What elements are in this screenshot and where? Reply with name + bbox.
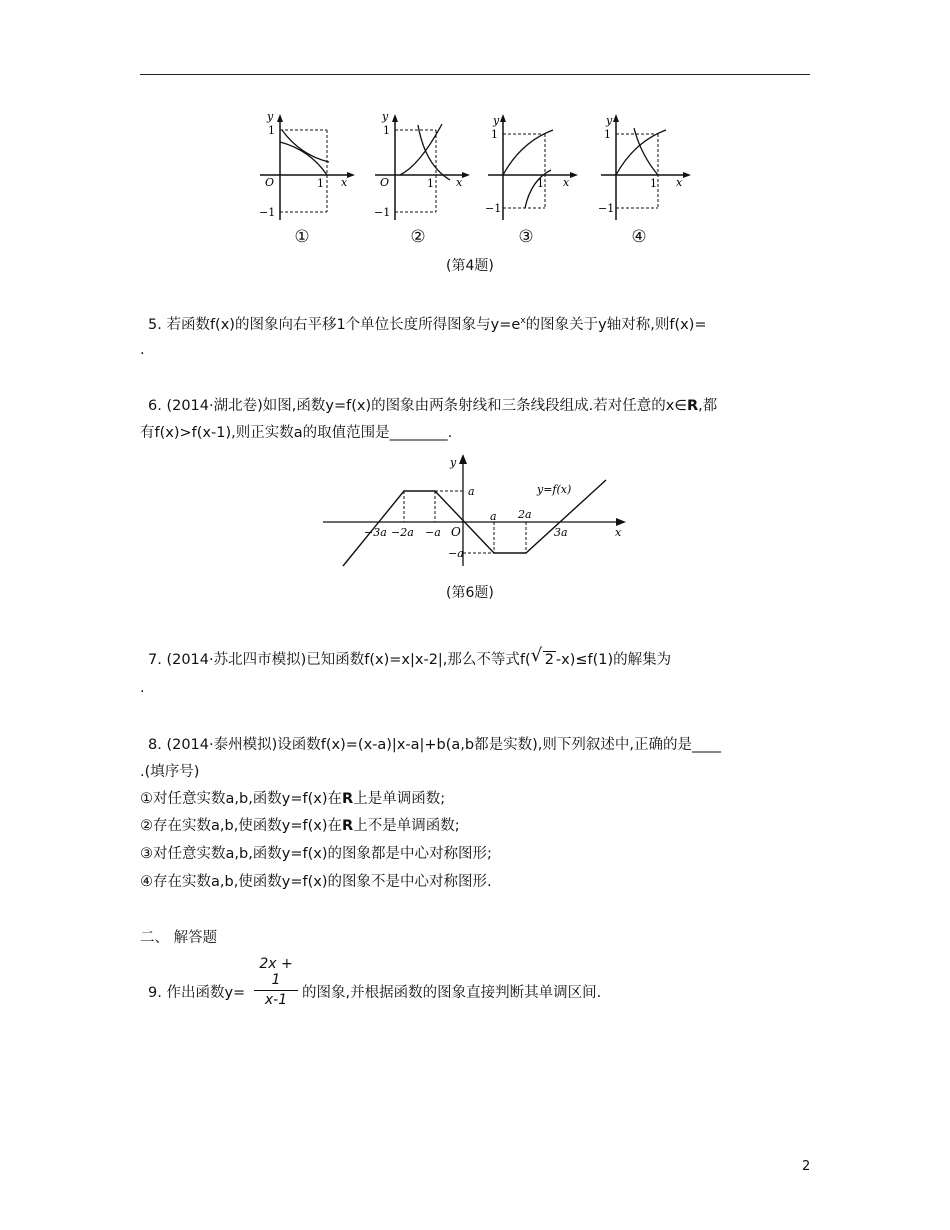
svg-text:1: 1 (427, 177, 434, 190)
one-label: 1 (268, 124, 275, 137)
q5-line1: 5. 若函数f(x)的图象向右平移1个单位长度所得图象与$y=e^x$的图象关于y轴对称,则f(x)= (148, 316, 707, 333)
y-label: y (267, 110, 274, 123)
q6-line2: 有f(x)>f(x-1),则正实数a的取值范围是________. (140, 425, 453, 441)
svg-text:−1: −1 (374, 206, 391, 219)
svg-text:x: x (615, 526, 622, 539)
q8-option-2: ②存在实数a,b,使函数y=f(x)在R上不是单调函数; (140, 818, 460, 834)
svg-text:−1: −1 (485, 202, 502, 215)
svg-text:x: x (456, 176, 463, 189)
section-title: 二、 解答题 (140, 930, 218, 946)
svg-text:1: 1 (537, 177, 544, 190)
graph-label-1: ① (294, 227, 310, 247)
svg-text:y=f(x): y=f(x) (537, 483, 572, 496)
svg-text:1: 1 (491, 128, 498, 141)
y-arrow (459, 454, 467, 464)
svg-text:x: x (676, 176, 683, 189)
header-rule (140, 74, 810, 75)
q8-line2: .(填序号) (140, 764, 200, 780)
svg-text:1: 1 (650, 177, 657, 190)
svg-text:y: y (450, 456, 457, 469)
graph-label-4: ④ (631, 227, 647, 247)
svg-text:y: y (606, 114, 613, 127)
q8-option-3: ③对任意实数a,b,函数y=f(x)的图象都是中心对称图形; (140, 846, 492, 862)
curve-b (280, 142, 327, 175)
graph-label-3: ③ (518, 227, 534, 247)
curve-b (418, 125, 450, 180)
q8-option-1: ①对任意实数a,b,函数y=f(x)在R上是单调函数; (140, 791, 446, 807)
svg-text:O: O (380, 176, 390, 189)
figure6-caption: (第6题) (446, 585, 494, 601)
svg-text:−2a: −2a (391, 526, 414, 539)
svg-text:−a: −a (425, 526, 441, 539)
svg-text:1: 1 (383, 124, 390, 137)
q6-line1: 6. (2014·湖北卷)如图,函数y=f(x)的图象由两条射线和三条线段组成.若对任意的x∈R,都 (148, 398, 718, 414)
q8-option-4: ④存在实数a,b,使函数y=f(x)的图象不是中心对称图形. (140, 874, 492, 890)
neg-one-label: −1 (259, 206, 276, 219)
x-arrow (347, 172, 355, 178)
svg-text:O: O (451, 525, 461, 539)
svg-text:3a: 3a (554, 526, 568, 539)
q9-suffix: 的图象,并根据函数的图象直接判断其单调区间. (302, 985, 602, 1001)
svg-text:−1: −1 (598, 202, 615, 215)
y-arrow (277, 114, 283, 122)
svg-text:−3a: −3a (364, 526, 387, 539)
svg-text:y: y (382, 110, 389, 123)
svg-text:y: y (493, 114, 500, 127)
figure6 (318, 448, 638, 573)
page-number: 2 (802, 1159, 811, 1174)
curve-a (282, 130, 329, 162)
x-one-label: 1 (317, 177, 324, 190)
q7-line2: . (140, 680, 145, 696)
x-arrow (616, 518, 626, 526)
graph-label-2: ② (410, 227, 426, 247)
x-label: x (341, 176, 348, 189)
svg-text:a: a (468, 485, 475, 498)
svg-text:1: 1 (604, 128, 611, 141)
figure4-caption: (第4题) (446, 258, 494, 274)
q7-line1: 7. (2014·苏北四市模拟)已知函数f(x)=x|x-2|,那么不等式f( √ 2 -x)≤f(1)的解集为 (148, 645, 672, 668)
fraction-denominator: x-1 (254, 990, 298, 1008)
q8-line1: 8. (2014·泰州模拟)设函数f(x)=(x-a)|x-a|+b(a,b都是实数),则下列叙述中,正确的是____ (148, 737, 721, 753)
q9-prefix: 9. 作出函数y= (148, 985, 246, 1001)
q9-fraction (254, 956, 298, 1008)
origin-label: O (265, 176, 275, 189)
svg-text:a: a (490, 510, 497, 523)
svg-text:x: x (563, 176, 570, 189)
svg-text:2a: 2a (518, 508, 532, 521)
fraction-numerator: 2x + 1 (259, 956, 293, 988)
q5-line2: . (140, 342, 145, 358)
svg-text:−a: −a (448, 547, 464, 560)
